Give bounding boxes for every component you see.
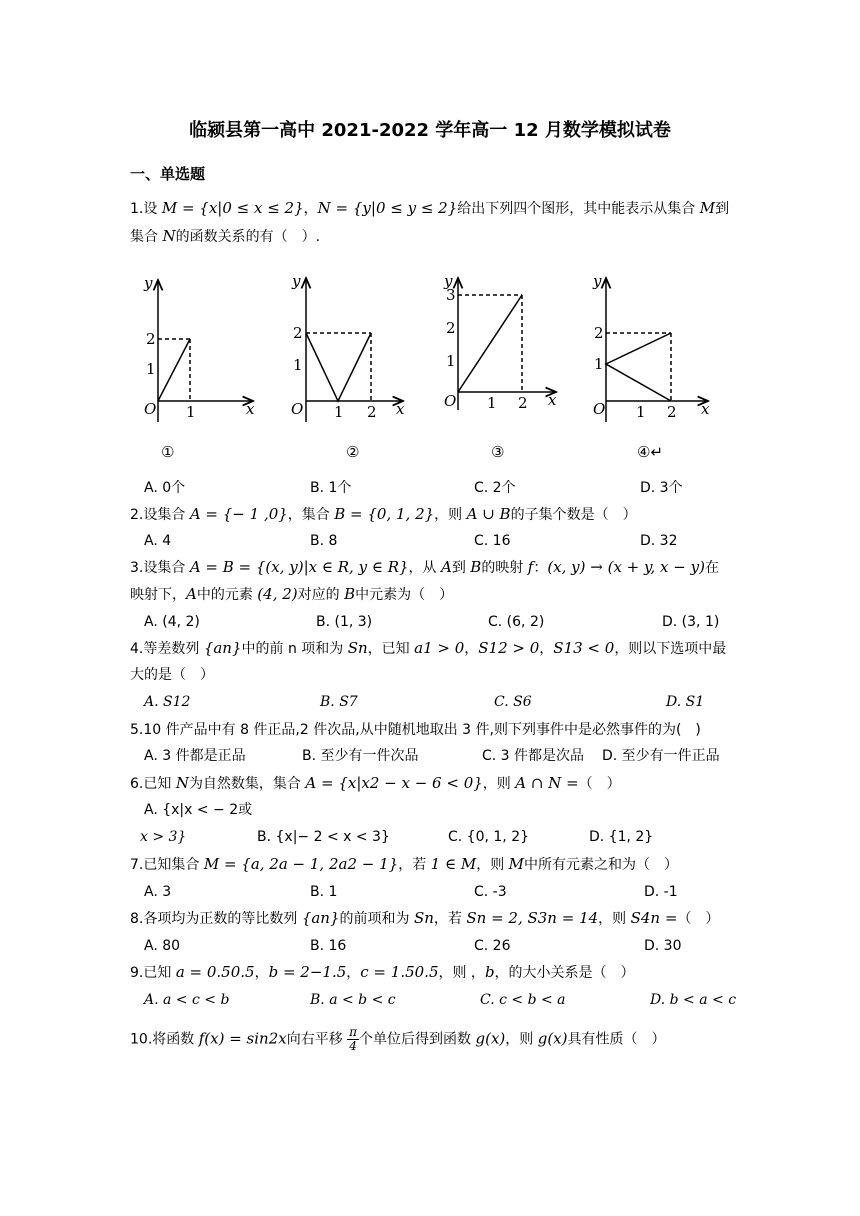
q9-option-b: B. a < b < c (310, 992, 396, 1008)
q6-option-a-line-2: x > 3} (140, 829, 187, 845)
q4-option-c: C. S6 (494, 694, 532, 710)
svg-text:x: x (548, 391, 557, 409)
figure-2-labels (291, 272, 405, 421)
svg-text:y: y (144, 274, 153, 292)
svg-text:1: 1 (487, 394, 497, 412)
q9-option-a: A. a < c < b (144, 992, 230, 1008)
figure-2-caption: ② (346, 443, 360, 461)
figure-2-graph (306, 278, 403, 422)
section-heading: 一、单选题 (130, 165, 206, 183)
figure-4-caption: ④↵ (637, 443, 664, 461)
q5-option-a: A. 3 件都是正品 (144, 748, 246, 764)
svg-text:2: 2 (446, 319, 456, 337)
pi-over-4-fraction: $\frac{\pi}{4}$ (349, 1025, 358, 1053)
question-2: 2.设集合 A = {− 1 ,0}，集合 B = {0, 1, 2}，则 A ∪ B的子集个数是（ ） (130, 505, 637, 523)
svg-text:2: 2 (367, 403, 377, 421)
svg-text:1: 1 (293, 356, 303, 374)
q2-option-d: D. 32 (640, 533, 678, 549)
q1-option-d: D. 3个 (640, 480, 683, 496)
svg-text:1: 1 (146, 360, 156, 378)
svg-text:2: 2 (518, 394, 528, 412)
question-5: 5.10 件产品中有 8 件正品,2 件次品,从中随机地取出 3 件,则下列事件中是必然事件的为( ) (130, 722, 701, 738)
svg-text:O: O (291, 400, 304, 418)
q4-option-d: D. S1 (666, 694, 705, 710)
q9-option-d: D. b < a < c (650, 992, 737, 1008)
svg-text:3: 3 (446, 286, 456, 304)
figure-3-caption: ③ (491, 443, 505, 461)
svg-text:2: 2 (293, 324, 303, 342)
q2-option-a: A. 4 (144, 533, 172, 549)
q8-option-b: B. 16 (310, 938, 347, 954)
q8-option-d: D. 30 (644, 938, 682, 954)
question-6: 6.已知 N为自然数集，集合 A = {x|x2 − x − 6 < 0}，则 A ∩ N =（ ） (130, 774, 621, 792)
svg-text:O: O (144, 400, 157, 418)
q7-option-d: D. -1 (644, 884, 678, 900)
svg-text:x: x (701, 400, 710, 418)
question-9: 9.已知 a = 0.50.5，b = 2−1.5，c = 1.50.5，则 ，b，的大小关系是（ ） (130, 963, 635, 981)
q3-option-b: B. (1, 3) (316, 614, 373, 630)
figure-3-graph (458, 278, 556, 410)
question-1-line-1: 1.设 M = {x|0 ≤ x ≤ 2}，N = {y|0 ≤ y ≤ 2}给出下列四个图形，其中能表示从集合 M到 (130, 199, 730, 217)
svg-text:2: 2 (594, 324, 604, 342)
q3-option-c: C. (6, 2) (488, 614, 545, 630)
svg-text:O: O (444, 392, 457, 410)
q1-option-b: B. 1个 (310, 480, 352, 496)
figure-1-caption: ① (161, 443, 175, 461)
q4-option-b: B. S7 (320, 694, 358, 710)
svg-text:x: x (246, 400, 255, 418)
q5-option-b: B. 至少有一件次品 (302, 748, 419, 764)
question-3-line-2: 映射下，A中的元素 (4, 2)对应的 B中元素为（ ） (130, 585, 454, 603)
q8-option-a: A. 80 (144, 938, 181, 954)
question-3-line-1: 3.设集合 A = B = {(x, y)|x ∈ R, y ∈ R}，从 A到 B的映射 f：(x, y) → (x + y, x − y)在 (130, 558, 719, 576)
svg-text:O: O (593, 400, 606, 418)
svg-text:1: 1 (186, 403, 196, 421)
svg-text:1: 1 (446, 352, 456, 370)
q4-option-a: A. S12 (144, 694, 191, 710)
svg-text:y: y (593, 272, 602, 290)
svg-text:y: y (292, 272, 301, 290)
svg-text:1: 1 (636, 403, 646, 421)
exam-title: 临颍县第一高中 2021-2022 学年高一 12 月数学模拟试卷 (189, 120, 671, 141)
figure-3-labels (443, 272, 557, 412)
q6-option-d: D. {1, 2} (589, 829, 654, 845)
q3-option-d: D. (3, 1) (662, 614, 720, 630)
q6-option-a-line-1: A. {x|x < − 2或 (144, 802, 253, 818)
figure-1-graph (158, 280, 253, 422)
svg-text:1: 1 (334, 403, 344, 421)
q7-option-c: C. -3 (474, 884, 507, 900)
figure-4-labels (592, 272, 710, 421)
question-8: 8.各项均为正数的等比数列 {an}的前项和为 Sn，若 Sn = 2, S3n = 14，则 S4n =（ ） (130, 909, 720, 927)
question-10: 10.将函数 f(x) = sin2x向右平移 $\frac{\pi}{4}$ 个单位后得到函数 g(x)，则 g(x)具有性质（ ） (130, 1025, 666, 1053)
q8-option-c: C. 26 (474, 938, 511, 954)
question-4-line-1: 4.等差数列 {an}中的前 n 项和为 Sn，已知 a1 > 0，S12 > 0，S13 < 0，则以下选项中最 (130, 639, 727, 657)
q2-option-c: C. 16 (474, 533, 511, 549)
svg-text:1: 1 (594, 355, 604, 373)
question-1-line-2: 集合 N的函数关系的有（ ）. (130, 227, 321, 245)
q1-option-c: C. 2个 (474, 480, 516, 496)
q6-option-b: B. {x|− 2 < x < 3} (257, 829, 390, 845)
svg-text:2: 2 (146, 330, 156, 348)
svg-text:x: x (396, 400, 405, 418)
q1-option-a: A. 0个 (144, 480, 186, 496)
q7-option-a: A. 3 (144, 884, 172, 900)
svg-text:2: 2 (667, 403, 677, 421)
question-1-figures (128, 262, 728, 462)
question-7: 7.已知集合 M = {a, 2a − 1, 2a2 − 1}，若 1 ∈ M，则 M中所有元素之和为（ ） (130, 855, 679, 873)
q6-option-c: C. {0, 1, 2} (448, 829, 530, 845)
q5-option-d: D. 至少有一件正品 (602, 748, 720, 764)
svg-text:y: y (444, 272, 453, 290)
q7-option-b: B. 1 (310, 884, 338, 900)
figure-4-graph (606, 278, 708, 422)
question-4-line-2: 大的是（ ） (130, 667, 214, 683)
q9-option-c: C. c < b < a (480, 992, 566, 1008)
q3-option-a: A. (4, 2) (144, 614, 200, 630)
q5-option-c: C. 3 件都是次品 (482, 748, 585, 764)
q2-option-b: B. 8 (310, 533, 338, 549)
